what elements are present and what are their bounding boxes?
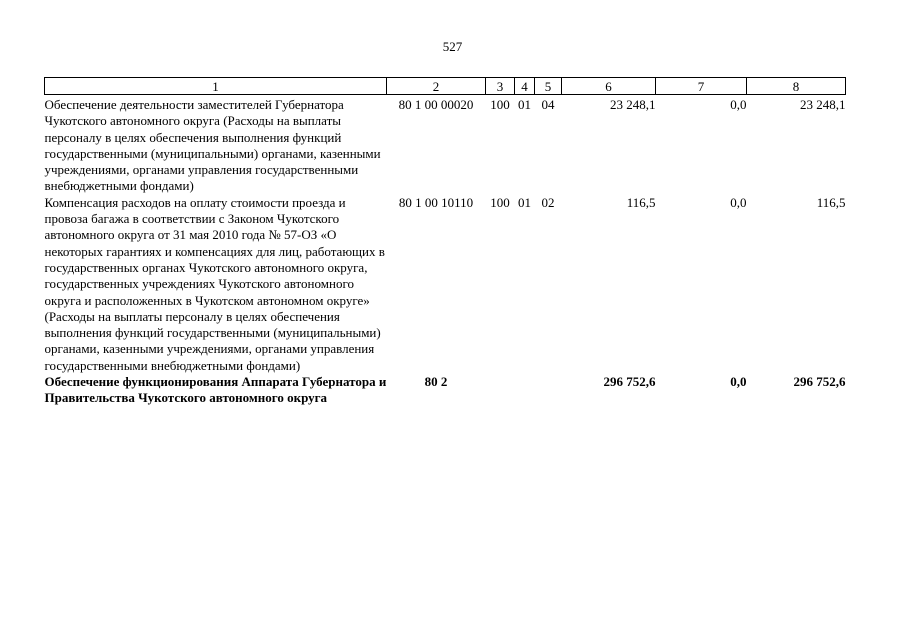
column-header-3: 3 (486, 78, 515, 95)
row-description: Обеспечение деятельности заместителей Губернатора Чукотского автономного округа (Расходы на выплаты персоналу в целях обеспечения выполнения функций государственными (муниципальными) органами, казенными учреждениями, органами управления государственными внебюджетными фондами) (44, 97, 381, 194)
row-col-6: 23 248,1 (610, 97, 656, 112)
row-description: Обеспечение функционирования Аппарата Губернатора и Правительства Чукотского автономного округа (44, 374, 387, 406)
row-col-3 (486, 374, 515, 407)
row-code: 80 1 00 00020 (398, 97, 474, 112)
column-header-5: 5 (535, 78, 562, 95)
table-row-subtotal (45, 374, 846, 407)
row-col-5 (535, 374, 562, 407)
row-col-8: 296 752,6 (793, 374, 846, 390)
column-header-1: 1 (45, 78, 387, 95)
table-row (45, 95, 846, 195)
row-col-6: 296 752,6 (603, 374, 656, 390)
column-header-4: 4 (515, 78, 535, 95)
column-header-7: 7 (656, 78, 747, 95)
row-col-5: 02 (541, 194, 555, 210)
table-row (45, 195, 846, 374)
row-col-7: 0,0 (730, 374, 747, 390)
row-col-3: 100 (490, 97, 510, 112)
row-col-7: 0,0 (730, 97, 747, 112)
budget-table (44, 77, 846, 407)
row-col-5: 04 (541, 97, 555, 112)
page-number: 527 (442, 39, 463, 54)
column-header-2: 2 (387, 78, 486, 95)
row-code: 80 2 (424, 374, 448, 390)
row-col-3: 100 (490, 194, 510, 210)
row-col-6: 116,5 (626, 194, 656, 210)
column-header-6: 6 (562, 78, 656, 95)
row-code: 80 1 00 10110 (398, 194, 474, 210)
row-col-4: 01 (518, 194, 531, 210)
row-col-4: 01 (518, 97, 531, 112)
row-description: Компенсация расходов на оплату стоимости проезда и провоза багажа в соответствии с Законом Чукотского автономного округа от 31 мая 2010 года № 57-ОЗ «О некоторых гарантиях и компенсациях для лиц, работающих в государственных органах Чукотского автономного округа, государственных учреждениях Чукотского автономного округа и расположенных в Чукотском автономном округе» (Расходы на выплаты персоналу в целях обеспечения выполнения функций государственными (муниципальными) органами, казенными учреждениями, органами управления государственными внебюджетными фондами) (44, 194, 385, 373)
row-col-4 (515, 374, 535, 407)
row-col-8: 116,5 (816, 194, 846, 210)
column-header-8: 8 (747, 78, 846, 95)
row-col-7: 0,0 (730, 194, 747, 210)
table-header-row (45, 78, 846, 95)
row-col-8: 23 248,1 (800, 97, 846, 112)
